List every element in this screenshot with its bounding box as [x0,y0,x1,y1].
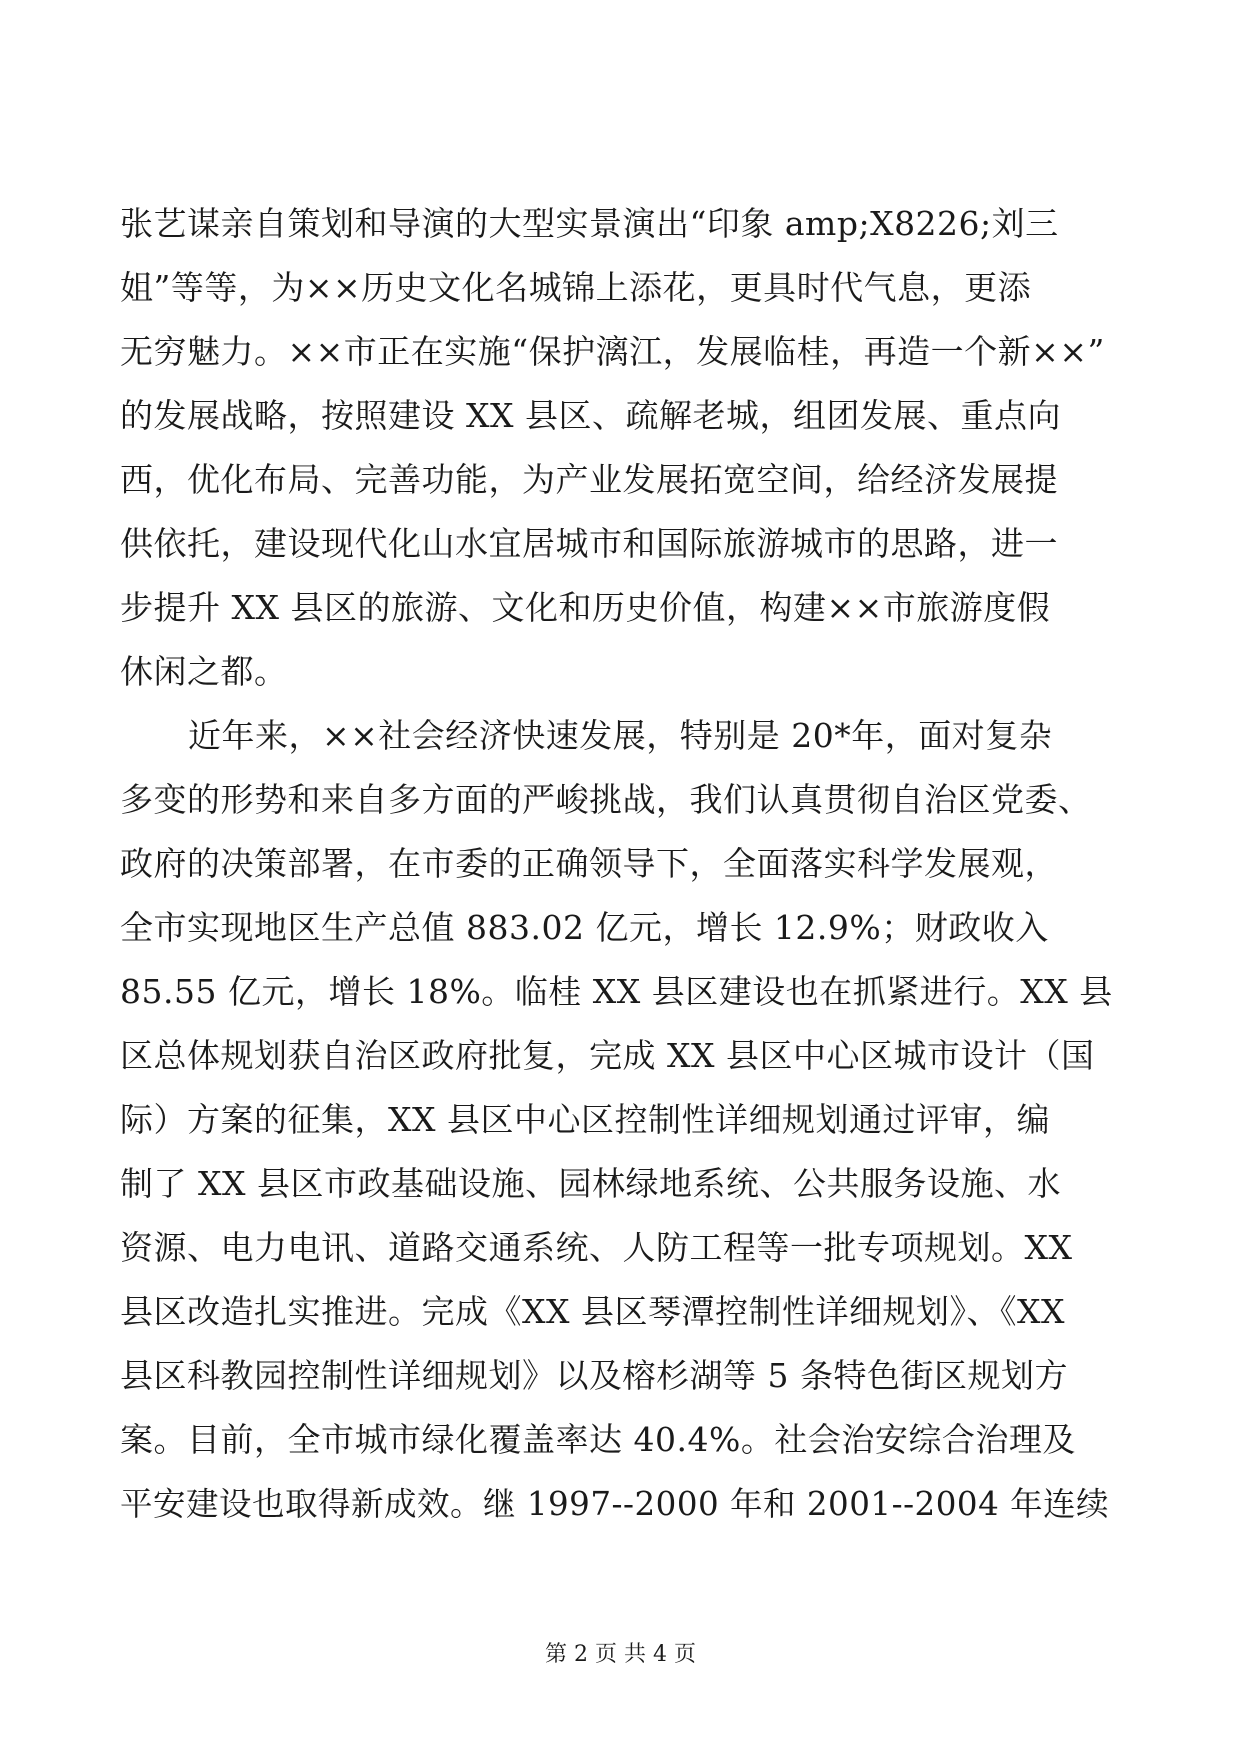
text-line: 平安建设也取得新成效。继 1997--2000 年和 2001--2004 年连续 [120,1485,1110,1523]
text-line: 县区改造扎实推进。完成《XX 县区琴潭控制性详细规划》、《XX [120,1292,1065,1331]
text-line: 资源、电力电讯、道路交通系统、人防工程等一批专项规划。XX [120,1228,1073,1267]
text-line: 政府的决策部署，在市委的正确领导下，全面落实科学发展观， [120,844,1058,883]
text-line: 的发展战略，按照建设 XX 县区、疏解老城，组团发展、重点向 [120,396,1061,435]
text-line: 案。目前，全市城市绿化覆盖率达 40.4%。社会治安综合治理及 [120,1420,1076,1459]
text-line: 供依托，建设现代化山水宜居城市和国际旅游城市的思路，进一 [120,524,1058,563]
text-line: 姐”等等，为××历史文化名城锦上添花，更具时代气息，更添 [120,268,1032,307]
text-line: 县区科教园控制性详细规划》以及榕杉湖等 5 条特色街区规划方 [120,1356,1068,1395]
text-line: 多变的形势和来自多方面的严峻挑战，我们认真贯彻自治区党委、 [120,780,1092,819]
text-line: 际）方案的征集，XX 县区中心区控制性详细规划通过评审，编 [120,1100,1050,1139]
paragraph-start-line: 近年来，××社会经济快速发展，特别是 20*年，面对复杂 [188,716,1053,755]
text-line: 无穷魅力。××市正在实施“保护漓江，发展临桂，再造一个新××” [120,332,1105,371]
text-line: 全市实现地区生产总值 883.02 亿元，增长 12.9%；财政收入 [120,908,1049,947]
text-line: 休闲之都。 [120,652,288,691]
text-line: 西，优化布局、完善功能，为产业发展拓宽空间，给经济发展提 [120,460,1058,499]
page-number-footer: 第 2 页 共 4 页 [545,1642,696,1667]
text-line: 步提升 XX 县区的旅游、文化和历史价值，构建××市旅游度假 [120,588,1051,627]
text-line: 制了 XX 县区市政基础设施、园林绿地系统、公共服务设施、水 [120,1164,1061,1203]
text-line: 85.55 亿元，增长 18%。临桂 XX 县区建设也在抓紧进行。XX 县 [120,972,1113,1011]
text-line: 区总体规划获自治区政府批复，完成 XX 县区中心区城市设计（国 [120,1036,1095,1075]
text-line: 张艺谋亲自策划和导演的大型实景演出“印象 amp;X8226;刘三 [120,204,1059,243]
